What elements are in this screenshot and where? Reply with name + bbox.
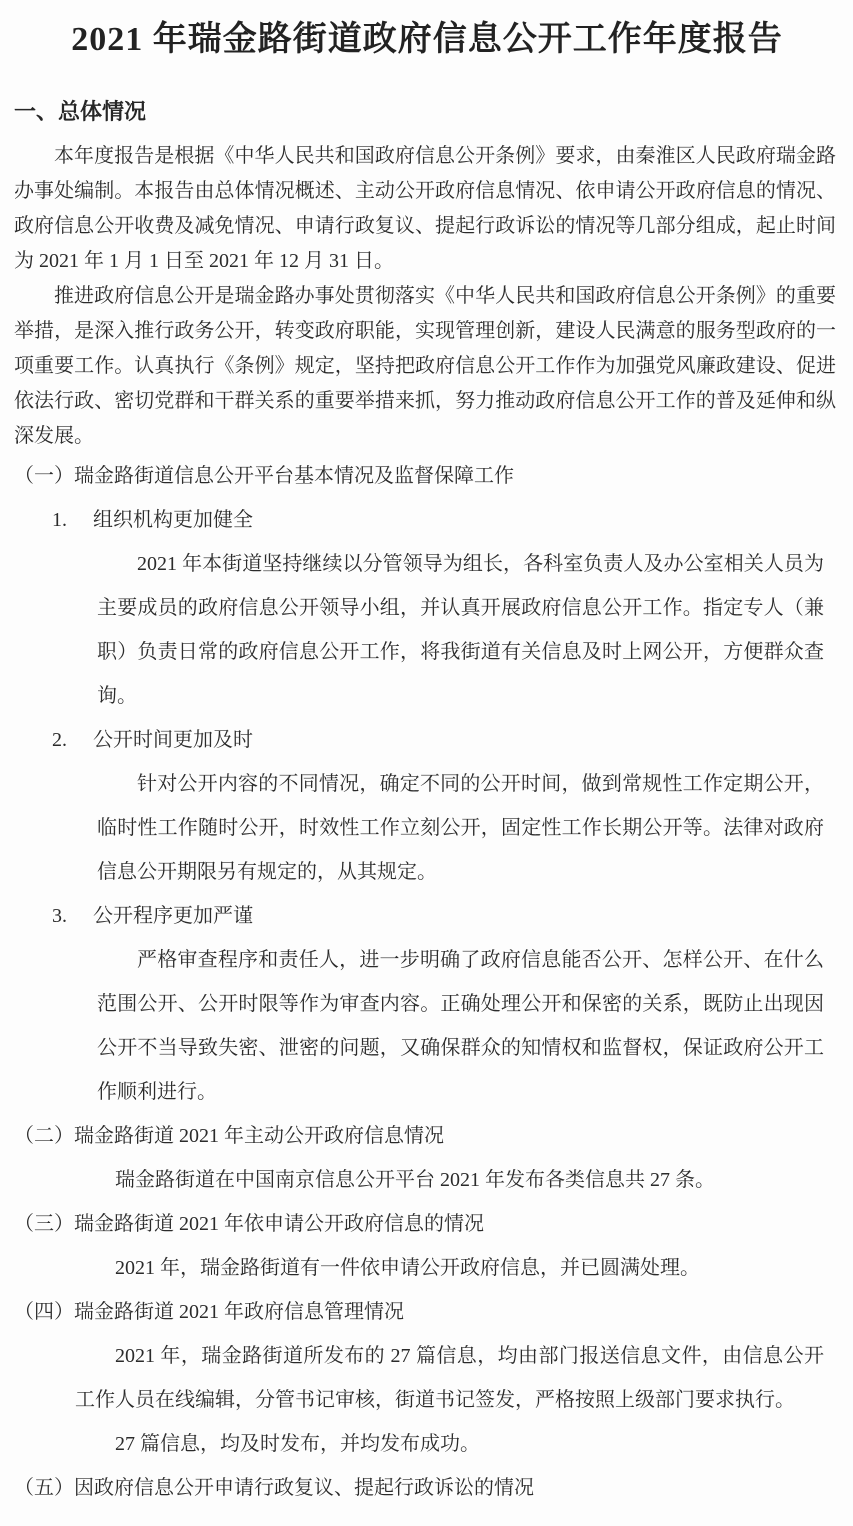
- subsection-heading-1: （一）瑞金路街道信息公开平台基本情况及监督保障工作: [14, 465, 514, 487]
- intro-paragraph-1: 本年度报告是根据《中华人民共和国政府信息公开条例》要求，由秦淮区人民政府瑞金路办事处编制。本报告由总体情况概述、主动公开政府信息情况、依申请公开政府信息的情况、政府信息公开收费及减免情况、申请行政复议、提起行政诉讼的情况等几部分组成，起止时间为 2021 年 1 月 1 日至 2021 年 12 月 31 日。: [14, 145, 836, 272]
- document-title: 2021 年瑞金路街道政府信息公开工作年度报告: [71, 21, 783, 58]
- subsection-paragraph: 2021 年，瑞金路街道有一件依申请公开政府信息，并已圆满处理。: [115, 1257, 700, 1279]
- numbered-item-2: [14, 718, 840, 762]
- subsection-heading-2: （二）瑞金路街道 2021 年主动公开政府信息情况: [14, 1125, 444, 1147]
- item-number: 3.: [52, 905, 67, 927]
- subsection-heading-5: （五）因政府信息公开申请行政复议、提起行政诉讼的情况: [14, 1477, 534, 1499]
- subsection-paragraph: 2021 年，瑞金路街道所发布的 27 篇信息，均由部门报送信息文件，由信息公开工作人员在线编辑，分管书记审核，街道书记签发，严格按照上级部门要求执行。: [75, 1345, 824, 1411]
- numbered-item-3: [14, 894, 840, 938]
- item-title: 公开程序更加严谨: [93, 905, 253, 927]
- intro-paragraph-2: 推进政府信息公开是瑞金路办事处贯彻落实《中华人民共和国政府信息公开条例》的重要举措，是深入推行政务公开，转变政府职能，实现管理创新，建设人民满意的服务型政府的一项重要工作。认真执行《条例》规定，坚持把政府信息公开工作作为加强党风廉政建设、促进依法行政、密切党群和干群关系的重要举措来抓，努力推动政府信息公开工作的普及延伸和纵深发展。: [14, 285, 836, 447]
- item-body-2: 针对公开内容的不同情况，确定不同的公开时间，做到常规性工作定期公开，临时性工作随时公开，时效性工作立刻公开，固定性工作长期公开等。法律对政府信息公开期限另有规定的，从其规定。: [97, 773, 824, 883]
- item-number: 2.: [52, 729, 67, 751]
- item-body-1: 2021 年本街道坚持继续以分管领导为组长，各科室负责人及办公室相关人员为主要成员的政府信息公开领导小组，并认真开展政府信息公开工作。指定专人（兼职）负责日常的政府信息公开工作，将我街道有关信息及时上网公开，方便群众查询。: [97, 553, 824, 707]
- section-heading-overview: 一、总体情况: [14, 99, 147, 124]
- item-number: 1.: [52, 509, 67, 531]
- item-body-3: 严格审查程序和责任人，进一步明确了政府信息能否公开、怎样公开、在什么范围公开、公开时限等作为审查内容。正确处理公开和保密的关系，既防止出现因公开不当导致失密、泄密的问题，又确保群众的知情权和监督权，保证政府公开工作顺利进行。: [97, 949, 824, 1103]
- subsection-heading-4: （四）瑞金路街道 2021 年政府信息管理情况: [14, 1301, 404, 1323]
- subsection-paragraph: 瑞金路街道在中国南京信息公开平台 2021 年发布各类信息共 27 条。: [115, 1169, 715, 1191]
- subsection-heading-3: （三）瑞金路街道 2021 年依申请公开政府信息的情况: [14, 1213, 484, 1235]
- subsection-paragraph: 27 篇信息，均及时发布，并均发布成功。: [115, 1433, 480, 1455]
- item-title: 组织机构更加健全: [93, 509, 253, 531]
- item-title: 公开时间更加及时: [93, 729, 253, 751]
- numbered-item-1: [14, 498, 840, 542]
